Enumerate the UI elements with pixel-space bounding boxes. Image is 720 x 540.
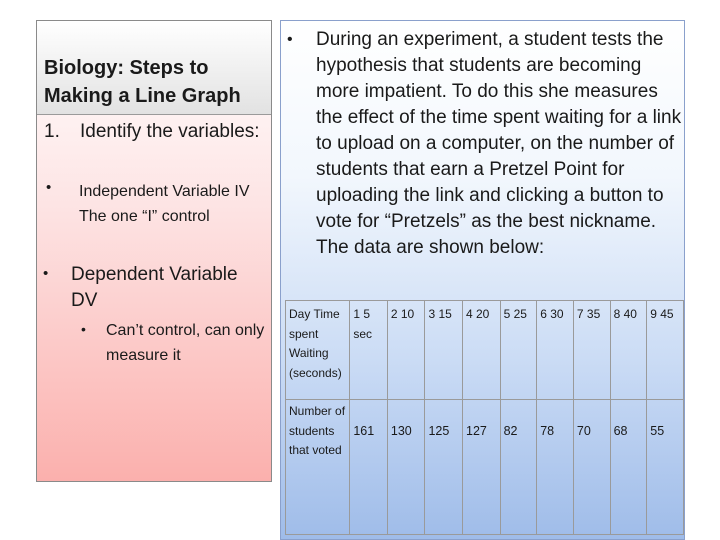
left-panel: [36, 20, 272, 482]
experiment-description: During an experiment, a student tests the hypothesis that students are becoming more impatient. To do this she measures the effect of the time spent waiting for a link to upload on a computer, on the number of students that earn a Pretzel Point for uploading the link and clicking a button to vote for “Pretzels” as the best nickname. The data are shown below:: [316, 29, 682, 258]
dv-sub-bullet-icon: •: [81, 321, 86, 337]
paragraph-bullet-icon: •: [287, 31, 293, 48]
table-cell: 9 45: [647, 301, 684, 400]
table-cell: 127: [463, 400, 501, 535]
dependent-variable-note: Can’t control, can only measure it: [106, 322, 265, 364]
table-cell: 1 5 sec: [350, 301, 388, 400]
table-cell: 70: [573, 400, 610, 535]
dependent-variable-text: Dependent Variable DV: [71, 264, 238, 311]
independent-variable-text: Independent Variable IV The one “I” control: [79, 183, 250, 225]
table-cell: 2 10: [387, 301, 425, 400]
table-cell: 130: [387, 400, 425, 535]
table-cell: 68: [610, 400, 647, 535]
table-cell: 161: [350, 400, 388, 535]
table-cell: 125: [425, 400, 463, 535]
table-cell: 3 15: [425, 301, 463, 400]
table-cell: 78: [537, 400, 574, 535]
table-cell: 55: [647, 400, 684, 535]
right-panel: [280, 20, 685, 540]
table-cell: 7 35: [573, 301, 610, 400]
table-cell: 4 20: [463, 301, 501, 400]
dv-bullet-icon: •: [43, 265, 49, 282]
row-header-students: Number of students that voted: [286, 400, 350, 535]
table-cell: 6 30: [537, 301, 574, 400]
row-header-time: Day Time spent Waiting (seconds): [286, 301, 350, 400]
table-row: [286, 301, 684, 400]
title-box: [37, 21, 271, 115]
slide-title: Biology: Steps to Making a Line Graph: [44, 57, 241, 107]
table-cell: 82: [500, 400, 537, 535]
table-cell: 5 25: [500, 301, 537, 400]
step-text: Identify the variables:: [80, 121, 260, 142]
table-row: [286, 400, 684, 535]
data-table: [285, 300, 684, 535]
table-cell: 8 40: [610, 301, 647, 400]
iv-bullet-icon: •: [46, 179, 52, 196]
step-number: 1.: [44, 121, 60, 142]
